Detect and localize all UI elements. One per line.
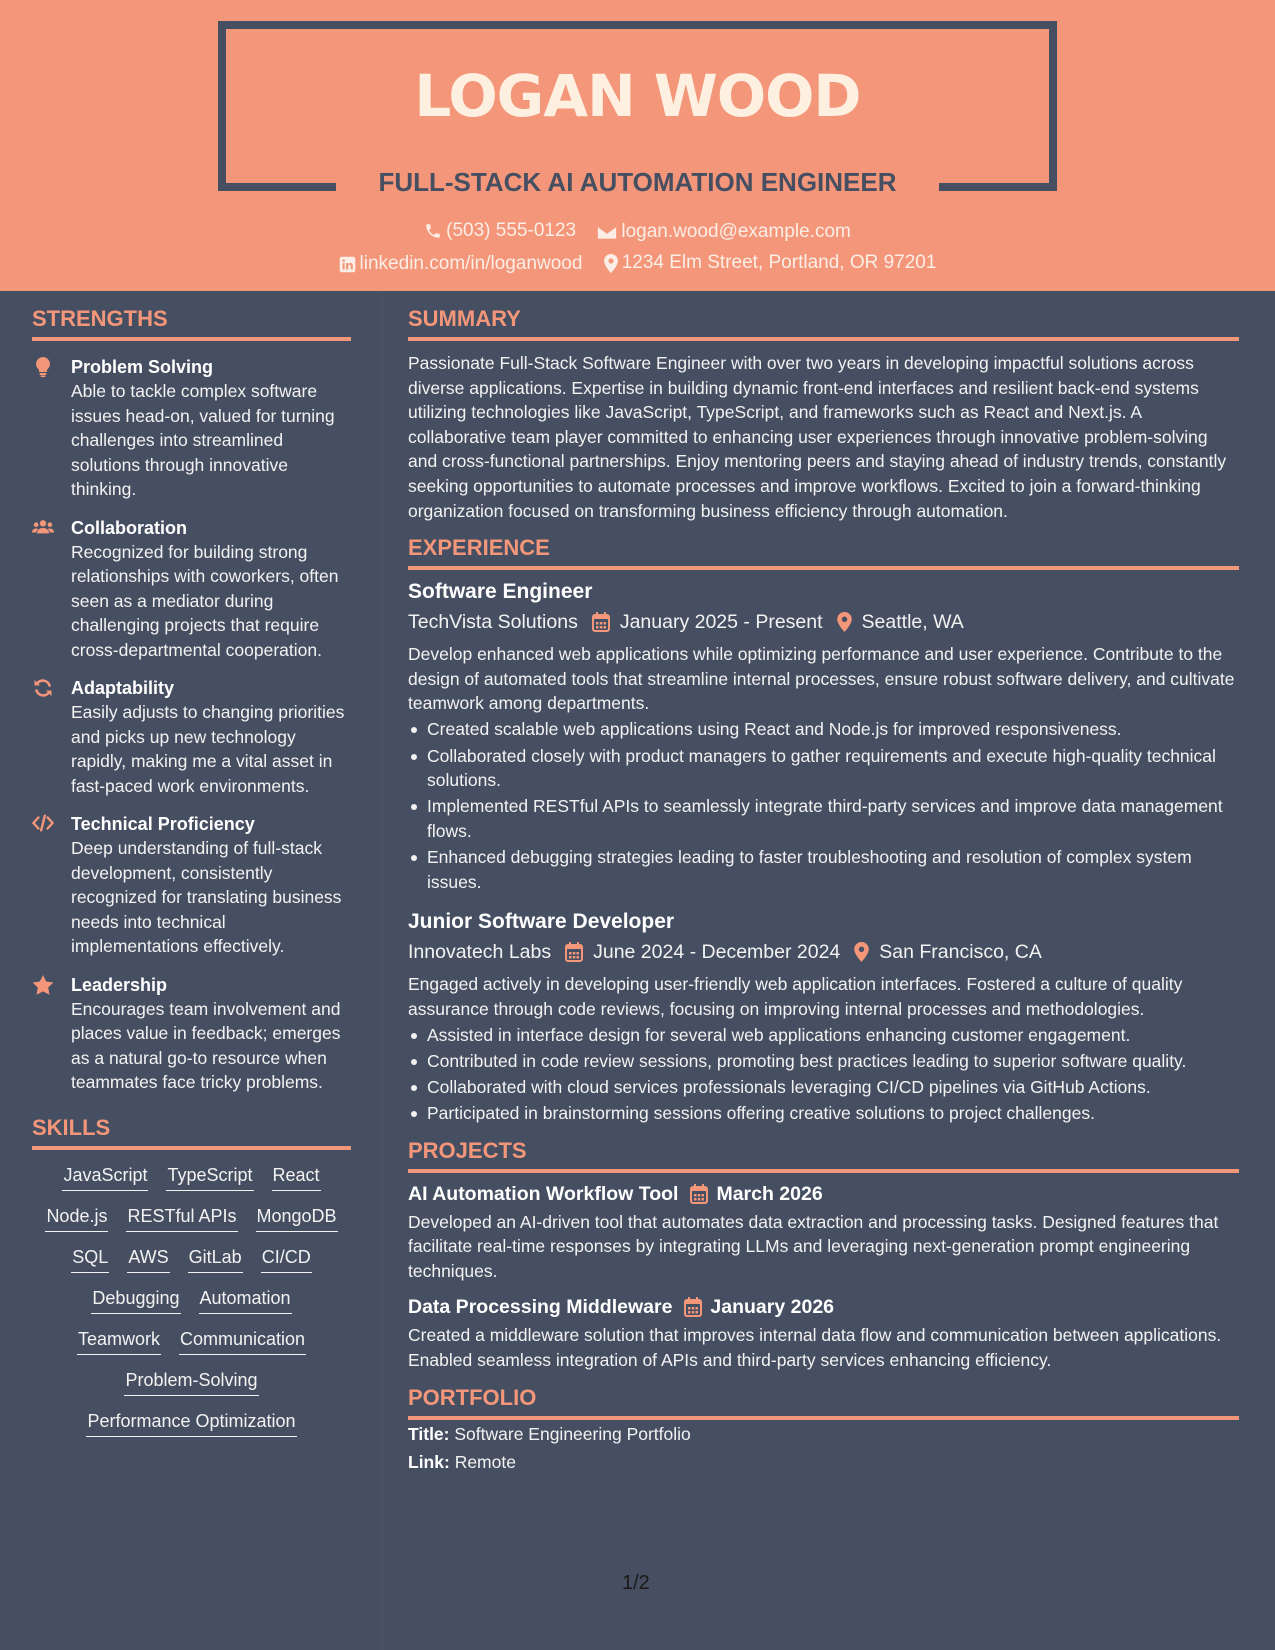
job-title: Junior Software Developer xyxy=(408,910,675,934)
summary-rule xyxy=(408,337,1239,341)
bullet-item: Contributed in code review sessions, promoting best practices leading to superior software quality. xyxy=(408,1049,1239,1074)
job-dates xyxy=(565,937,840,967)
strength-desc: Deep understanding of full-stack development, consistently recognized for translating business needs into technical implementations effectively. xyxy=(71,838,342,956)
strength-item xyxy=(32,812,351,959)
project-header xyxy=(408,1294,1239,1320)
bullet-item: Participated in brainstorming sessions offering creative solutions to project challenges. xyxy=(408,1101,1239,1126)
project-date xyxy=(684,1294,834,1320)
strength-title: Problem Solving xyxy=(71,357,214,377)
job-company: Innovatech Labs xyxy=(408,941,552,964)
skill-row xyxy=(32,1410,351,1437)
job-meta xyxy=(408,937,1239,967)
skills-list xyxy=(32,1150,351,1437)
strengths-heading: STRENGTHS xyxy=(32,306,168,331)
strength-item xyxy=(32,973,351,1095)
portfolio-link-value[interactable]: Remote xyxy=(454,1451,516,1472)
job-dates-text: June 2024 - December 2024 xyxy=(593,941,841,964)
page-number: 1/2 xyxy=(622,1572,650,1594)
candidate-name: LOGAN WOOD xyxy=(414,62,861,130)
star-icon xyxy=(32,975,54,995)
lightbulb-icon xyxy=(32,357,54,377)
project-entry xyxy=(408,1294,1239,1372)
project-date-text: January 2026 xyxy=(710,1296,835,1319)
skill-row xyxy=(32,1164,351,1191)
linkedin-icon xyxy=(339,256,356,273)
skill-tag: RESTful APIs xyxy=(126,1205,237,1232)
skill-tag: GitLab xyxy=(188,1246,243,1273)
skill-tag: Node.js xyxy=(45,1205,108,1232)
map-pin-icon xyxy=(837,612,852,632)
summary-text: Passionate Full-Stack Software Engineer with over two years in developing impactful solutions across diverse applications. Expertise in building dynamic front-end interfaces and resilient back-end systems utilizing technologies like JavaScript, TypeScript, and frameworks such as React and Next.js. A collaborative team player committed to enhancing user experiences through innovative problem-solving and cross-functional partnerships. Enjoy mentoring peers and staying ahead of industry trends, constantly seeking opportunities to automate processes and improve workflows. Excited to join a forward-thinking organization focused on transforming business efficiency through automation. xyxy=(408,353,1227,521)
job-description: Develop enhanced web applications while optimizing performance and user experience. Contribute to the design of automated tools that streamline internal processes, ensure robust software delivery, and cultivate teamwork among departments. xyxy=(408,644,1235,714)
job-location xyxy=(854,937,1042,967)
portfolio-title-label: Title: xyxy=(408,1423,450,1444)
bullet-item: Collaborated with cloud services professionals leveraging CI/CD pipelines via GitHub Actions. xyxy=(408,1075,1239,1100)
skill-tag: Communication xyxy=(179,1328,306,1355)
strength-desc: Recognized for building strong relationships with coworkers, often seen as a mediator during challenging projects that require cross-departmental cooperation. xyxy=(71,541,339,660)
skill-row xyxy=(32,1287,351,1314)
users-icon xyxy=(32,518,54,538)
map-pin-icon xyxy=(604,254,618,273)
job-location-text: San Francisco, CA xyxy=(879,941,1042,964)
job-dates xyxy=(592,607,823,637)
skill-tag: Automation xyxy=(199,1287,292,1314)
strength-title: Leadership xyxy=(71,974,168,995)
calendar-icon xyxy=(684,1297,702,1317)
strength-title: Technical Proficiency xyxy=(71,814,255,834)
skills-heading: SKILLS xyxy=(32,1114,111,1140)
skill-tag: MongoDB xyxy=(256,1205,338,1232)
calendar-icon xyxy=(690,1184,708,1204)
resume-header xyxy=(0,0,1275,291)
skill-row xyxy=(32,1328,351,1355)
strength-desc: Able to tackle complex software issues head-on, valued for turning challenges into streamlined solutions through innovative thinking. xyxy=(71,381,335,499)
project-name: AI Automation Workflow Tool xyxy=(408,1182,679,1205)
linkedin-contact[interactable] xyxy=(339,253,583,275)
bullet-item: Created scalable web applications using React and Node.js for improved responsiveness. xyxy=(408,717,1239,742)
bullet-item: Implemented RESTful APIs to seamlessly integrate third-party services and improve data management flows. xyxy=(408,794,1239,843)
skill-tag: TypeScript xyxy=(166,1164,253,1191)
phone-icon xyxy=(424,222,442,240)
portfolio-section xyxy=(408,1385,1239,1476)
projects-rule xyxy=(408,1169,1239,1173)
right-column xyxy=(408,306,1239,1476)
skill-tag: React xyxy=(272,1164,321,1191)
sync-icon xyxy=(32,678,54,698)
job-bullets xyxy=(408,1023,1239,1126)
column-separator xyxy=(382,291,383,1650)
strength-item xyxy=(32,355,351,502)
job-entry xyxy=(408,578,1239,894)
project-entry xyxy=(408,1181,1239,1284)
experience-section xyxy=(408,535,1239,1126)
phone-contact xyxy=(424,220,576,242)
skill-tag: Problem-Solving xyxy=(124,1369,258,1396)
project-description: Developed an AI-driven tool that automates data extraction and processing tasks. Designed features that facilitate real-time responses by integrating LLMs and leveraging next-generation prompt engineering techniques. xyxy=(408,1211,1219,1281)
strength-desc: Encourages team involvement and places value in feedback; emerges as a natural go-to resource when teammates face tricky problems. xyxy=(71,998,341,1092)
project-name: Data Processing Middleware xyxy=(408,1296,673,1319)
address-contact xyxy=(604,252,937,274)
portfolio-link-line xyxy=(408,1448,1239,1476)
skill-tag: Performance Optimization xyxy=(86,1410,296,1437)
job-bullets xyxy=(408,717,1239,894)
calendar-icon xyxy=(565,942,583,962)
job-location xyxy=(837,607,964,637)
envelope-icon xyxy=(597,224,617,240)
skill-tag: JavaScript xyxy=(62,1164,148,1191)
portfolio-title-line xyxy=(408,1420,1239,1448)
email-contact[interactable] xyxy=(597,221,850,243)
map-pin-icon xyxy=(854,942,869,962)
left-column xyxy=(32,306,351,1437)
skill-tag: AWS xyxy=(127,1246,169,1273)
portfolio-heading: PORTFOLIO xyxy=(408,1384,537,1410)
job-dates-text: January 2025 - Present xyxy=(619,611,823,634)
job-location-text: Seattle, WA xyxy=(861,611,964,634)
skill-tag: Teamwork xyxy=(77,1328,161,1355)
code-icon xyxy=(32,814,54,834)
calendar-icon xyxy=(592,612,610,632)
projects-section xyxy=(408,1138,1239,1373)
skill-row xyxy=(32,1369,351,1396)
portfolio-link-label: Link: xyxy=(408,1451,450,1472)
strength-desc: Easily adjusts to changing priorities and picks up new technology rapidly, making me a vital asset in fast-paced work environments. xyxy=(71,702,345,796)
skill-row xyxy=(32,1205,351,1232)
job-meta xyxy=(408,607,1239,637)
contact-row-2 xyxy=(0,252,1275,279)
skill-tag: SQL xyxy=(71,1246,109,1273)
linkedin-text[interactable]: linkedin.com/in/loganwood xyxy=(359,253,583,274)
skill-tag: CI/CD xyxy=(261,1246,312,1273)
skill-row xyxy=(32,1246,351,1273)
candidate-title: FULL-STACK AI AUTOMATION ENGINEER xyxy=(378,167,897,197)
bullet-item: Enhanced debugging strategies leading to faster troubleshooting and resolution of complex system issues. xyxy=(408,845,1239,894)
project-description: Created a middleware solution that improves internal data flow and communication between applications. Enabled seamless integration of APIs and third-party services enhancing efficiency. xyxy=(408,1325,1222,1371)
job-company: TechVista Solutions xyxy=(408,611,578,634)
strengths-rule xyxy=(32,337,351,341)
address-text: 1234 Elm Street, Portland, OR 97201 xyxy=(621,252,937,273)
job-entry xyxy=(408,908,1239,1126)
project-date xyxy=(690,1181,822,1207)
phone-text: (503) 555-0123 xyxy=(446,220,577,241)
experience-rule xyxy=(408,566,1239,570)
portfolio-title-value: Software Engineering Portfolio xyxy=(454,1423,691,1444)
strength-title: Adaptability xyxy=(71,678,175,698)
project-date-text: March 2026 xyxy=(716,1182,823,1205)
experience-heading: EXPERIENCE xyxy=(408,535,550,561)
strength-title: Collaboration xyxy=(71,517,187,538)
strength-item xyxy=(32,516,351,663)
bullet-item: Collaborated closely with product managers to gather requirements and execute high-quality technical solutions. xyxy=(408,744,1239,793)
projects-heading: PROJECTS xyxy=(408,1137,527,1163)
summary-heading: SUMMARY xyxy=(408,306,521,331)
bullet-item: Assisted in interface design for several web applications enhancing customer engagement. xyxy=(408,1023,1239,1048)
email-text[interactable]: logan.wood@example.com xyxy=(621,221,851,242)
strength-item xyxy=(32,676,351,798)
skill-tag: Debugging xyxy=(91,1287,180,1314)
job-title: Software Engineer xyxy=(408,580,593,604)
job-description: Engaged actively in developing user-friendly web application interfaces. Fostered a culture of quality assurance through code reviews, focusing on improving internal processes and methodologies. xyxy=(408,974,1183,1019)
project-header xyxy=(408,1181,1239,1207)
contact-row-1 xyxy=(0,220,1275,246)
